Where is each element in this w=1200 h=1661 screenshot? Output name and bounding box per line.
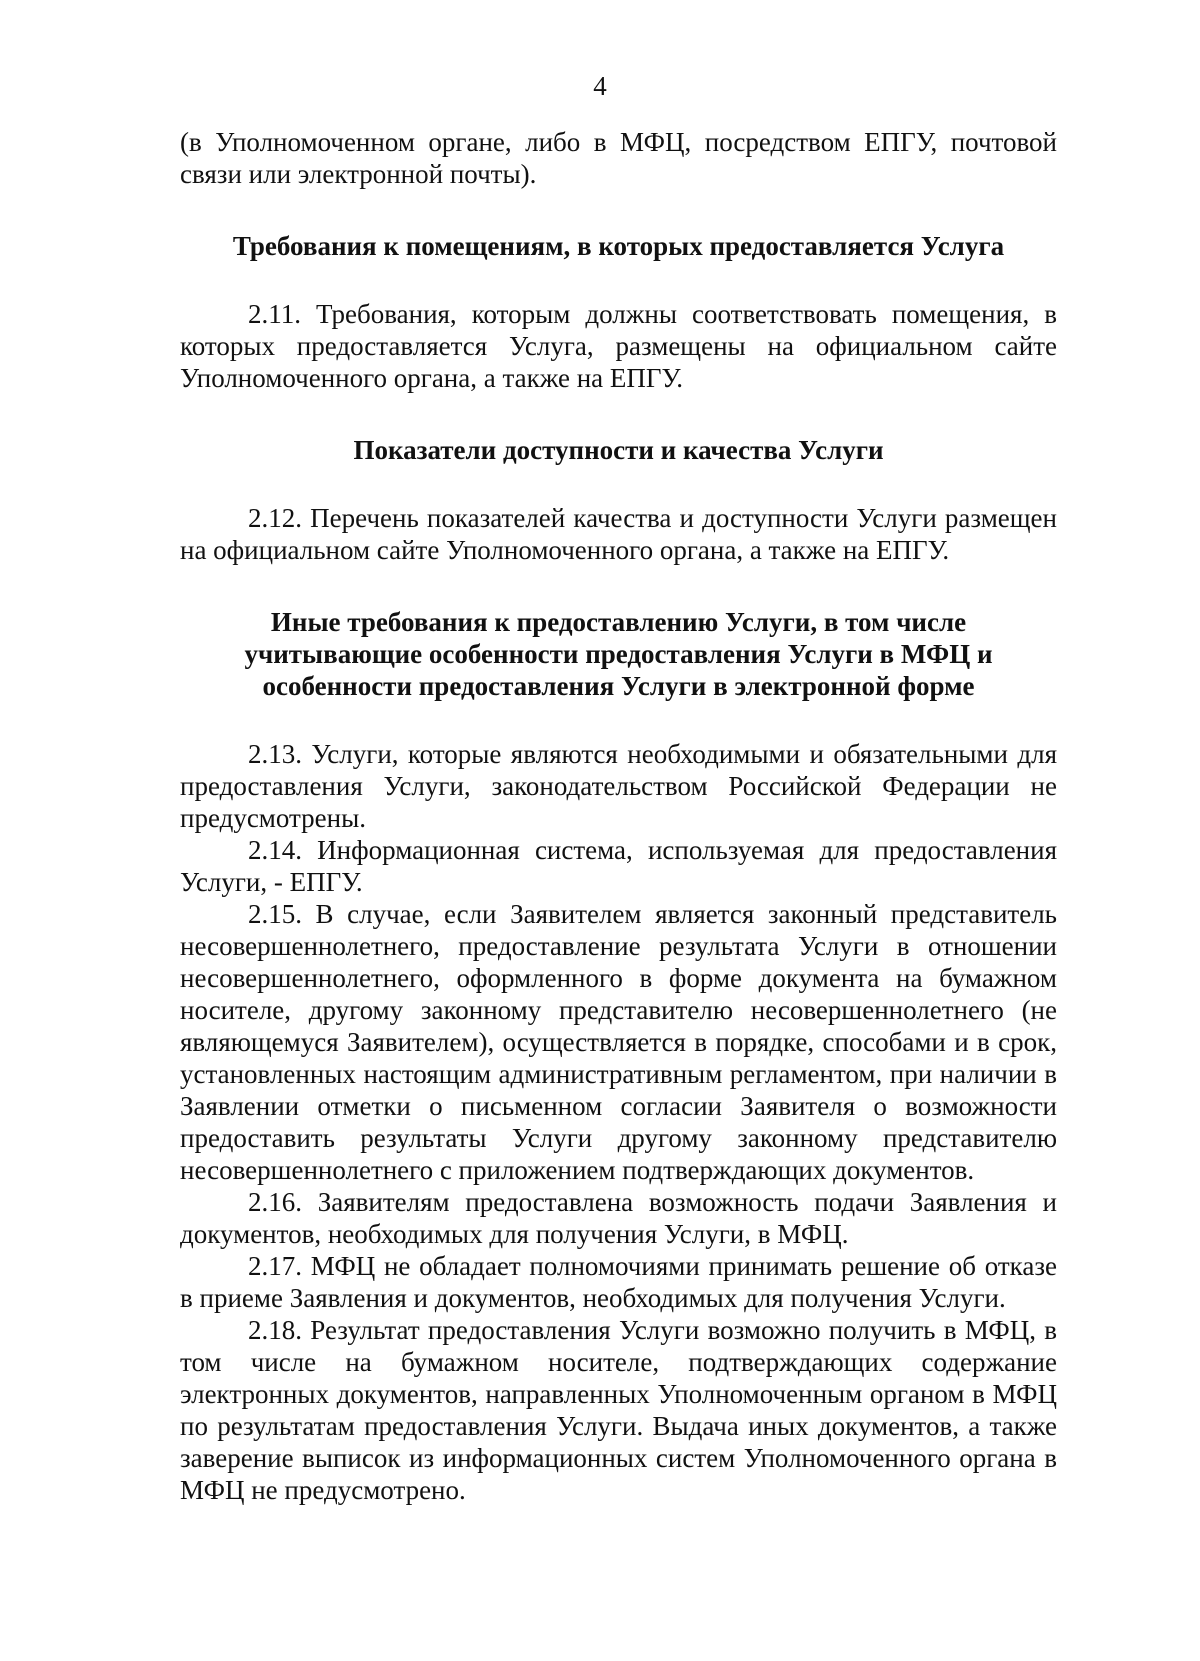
continuation-paragraph: (в Уполномоченном органе, либо в МФЦ, посредством ЕПГУ, почтовой связи или электронной почты).	[180, 127, 1057, 189]
paragraph-2-18: 2.18. Результат предоставления Услуги возможно получить в МФЦ, в том числе на бумажном носителе, подтверждающих содержание электронных документов, направленных Уполномоченным органом в МФЦ по результатам предоставления Услуги. Выдача иных документов, а также заверение выписок из информационных систем Уполномоченного органа в МФЦ не предусмотрено.	[180, 1315, 1057, 1505]
paragraph-2-15: 2.15. В случае, если Заявителем является законный представитель несовершеннолетнего, предоставление результата Услуги в отношении несовершеннолетнего, оформленного в форме документа на бумажном носителе, другому законному представителю несовершеннолетнего (не являющемуся Заявителем), осуществляется в порядке, способами и в срок, установленных настоящим административным регламентом, при наличии в Заявлении отметки о письменном согласии Заявителя о возможности предоставить результаты Услуги другому законному представителю несовершеннолетнего с приложением подтверждающих документов.	[180, 899, 1057, 1185]
page-number: 4	[593, 71, 607, 101]
heading-other-line: особенности предоставления Услуги в электронной форме	[262, 671, 975, 701]
paragraph-2-16: 2.16. Заявителям предоставлена возможность подачи Заявления и документов, необходимых для получения Услуги, в МФЦ.	[180, 1187, 1057, 1249]
paragraph-2-12: 2.12. Перечень показателей качества и доступности Услуги размещен на официальном сайте Уполномоченного органа, а также на ЕПГУ.	[180, 503, 1057, 565]
heading-quality: Показатели доступности и качества Услуги	[353, 435, 884, 465]
heading-other-line: Иные требования к предоставлению Услуги, в том числе	[270, 607, 967, 637]
heading-other-line: учитывающие особенности предоставления Услуги в МФЦ и	[244, 639, 993, 669]
page-body	[180, 126, 1057, 1506]
paragraph-2-11: 2.11. Требования, которым должны соответствовать помещения, в которых предоставляется Услуга, размещены на официальном сайте Уполномоченного органа, а также на ЕПГУ.	[180, 299, 1057, 393]
paragraph-2-14: 2.14. Информационная система, используемая для предоставления Услуги, - ЕПГУ.	[180, 835, 1057, 897]
paragraph-2-17: 2.17. МФЦ не обладает полномочиями принимать решение об отказе в приеме Заявления и документов, необходимых для получения Услуги.	[180, 1251, 1057, 1313]
heading-other-requirements	[180, 606, 1057, 702]
heading-premises: Требования к помещениям, в которых предоставляется Услуга	[232, 231, 1005, 261]
paragraph-2-13: 2.13. Услуги, которые являются необходимыми и обязательными для предоставления Услуги, законодательством Российской Федерации не предусмотрены.	[180, 739, 1057, 833]
